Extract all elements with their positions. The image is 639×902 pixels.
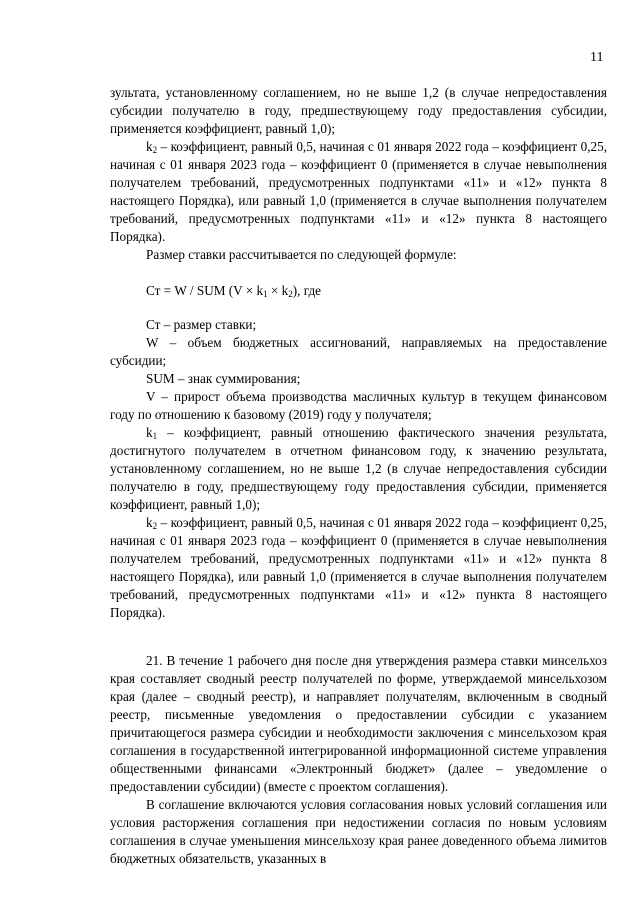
paragraph-k2-definition: $k_2$ – коэффициент, равный 0,5, начиная с 01 января 2022 года – коэффициент 0,25, начиная с 01 января 2023 года – коэффициент 0 (применяется в случае невыполнения получателем требований, предусмотренных подпунктами «11» и «12» пункта 8 настоящего Порядка), или равный 1,0 (применяется в случае выполнения получателем требований, предусмотренных подпунктами «11» и «12» пункта 8 настоящего Порядка).	[110, 139, 607, 244]
definition-w: W – объем бюджетных ассигнований, направляемых на предоставление субсидии;	[110, 335, 607, 368]
paragraph-21: 21. В течение 1 рабочего дня после дня утверждения размера ставки минсельхоз края составляет сводный реестр получателей по форме, утверждаемой минсельхозом края (далее – сводный реестр), и направляет получателям, включенным в сводный реестр, письменные уведомления о предоставлении субсидии с указанием причитающегося размера субсидии и необходимости заключения с минсельхозом края соглашения в государственной интегрированной информационной системе управления общественными финансами «Электронный бюджет» (далее – уведомление о предоставлении субсидии) (вместе с проектом соглашения).	[110, 653, 607, 794]
document-body	[110, 84, 607, 868]
paragraph-rate-intro: Размер ставки рассчитывается по следующей формуле:	[146, 247, 457, 262]
definition-k2: $k_2$ – коэффициент, равный 0,5, начиная с 01 января 2022 года – коэффициент 0,25, начиная с 01 января 2023 года – коэффициент 0 (применяется в случае невыполнения получателем требований, предусмотренных подпунктами «11» и «12» пункта 8 настоящего Порядка), или равный 1,0 (применяется в случае выполнения получателем требований, предусмотренных подпунктами «11» и «12» пункта 8 настоящего Порядка).	[110, 515, 607, 620]
definition-k1: $k_1$ – коэффициент, равный отношению фактического значения результата, достигнутого получателем в отчетном финансовом году, к значению результата, установленному соглашением, но не выше 1,2 (в случае непредоставления субсидии получателю в году, предшествующему году предоставления субсидии, применяется коэффициент, равный 1,0);	[110, 425, 607, 512]
definition-st: Ст – размер ставки;	[146, 317, 257, 332]
spacer	[110, 622, 607, 652]
paragraph-agreement-conditions: В соглашение включаются условия согласования новых условий соглашения или условия расторжения соглашения при недостижении согласия по новым условиям соглашения в случае уменьшения минсельхозу края ранее доведенного объема лимитов бюджетных обязательств, указанных в	[110, 797, 607, 866]
definition-sum: SUM – знак суммирования;	[146, 371, 301, 386]
page-number: 11	[590, 50, 604, 65]
rate-formula: Ст = W / SUM $(V \times k_1 \times k_2)$, где	[146, 283, 322, 299]
definition-v: V – прирост объема производства масличных культур в текущем финансовом году по отношению к базовому (2019) году у получателя;	[110, 389, 607, 422]
paragraph-result-cap: зультата, установленному соглашением, но не выше 1,2 (в случае непредоставления субсидии получателю в году, предшествующему году предоставления субсидии, применяется коэффициент, равный 1,0);	[110, 85, 607, 136]
